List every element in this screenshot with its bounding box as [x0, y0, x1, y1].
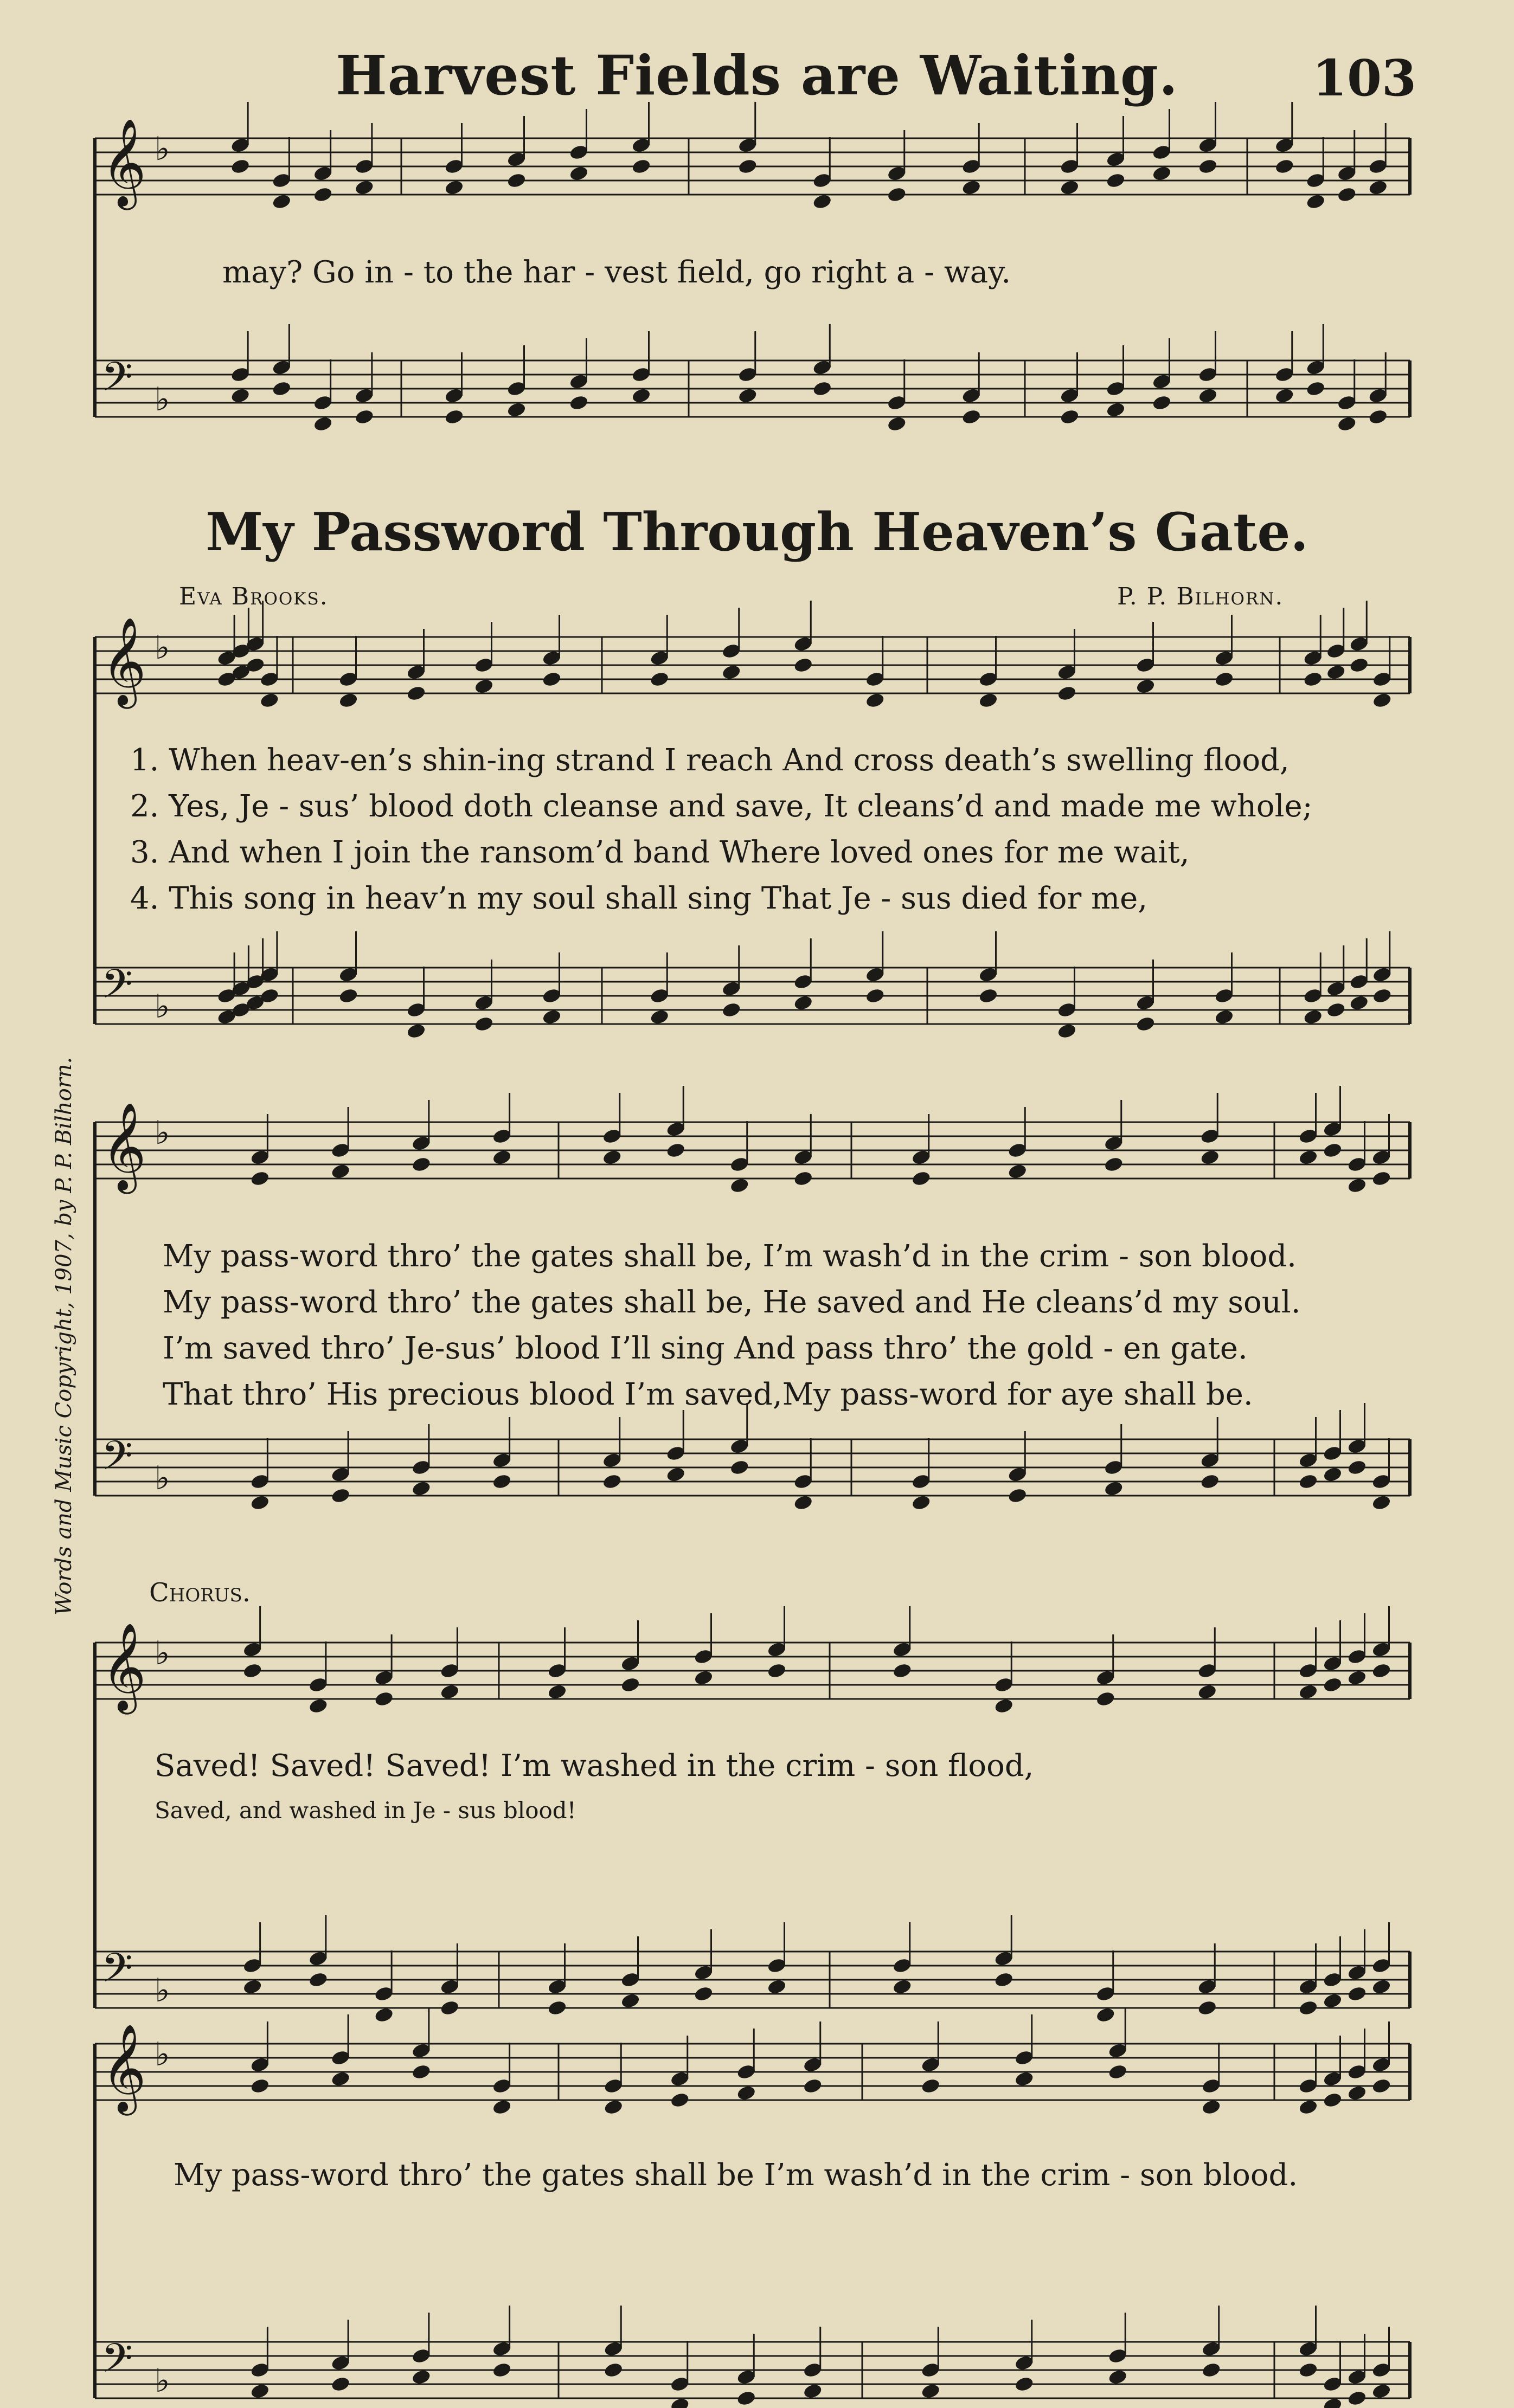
note-chord — [649, 952, 670, 1026]
note-chord — [1298, 2043, 1319, 2116]
verse-4-line-1: 4. This song in heav’n my soul shall sing That Je - sus died for me, — [130, 881, 1148, 916]
note-chord — [1199, 1093, 1220, 1166]
verse-3-line-2: I’m saved thro’ Je-sus’ blood I’ll sing And pass thro’ the gold - en gate. — [163, 1331, 1248, 1366]
note-chord — [620, 1936, 641, 2010]
note-chord — [1107, 2313, 1128, 2386]
note-chord — [308, 1641, 329, 1715]
note-chord — [374, 1950, 394, 2024]
note-chord — [1198, 331, 1218, 404]
bass-clef-icon: 𝄢 — [101, 2335, 133, 2392]
note-chord — [631, 331, 652, 404]
note-chord — [1274, 331, 1295, 404]
treble-clef-icon: 𝄞 — [101, 1622, 146, 1711]
note-chord — [1337, 359, 1357, 433]
hymn-title: My Password Through Heaven’s Gate. — [206, 501, 1308, 563]
note-chord — [338, 636, 359, 709]
note-chord — [1197, 1627, 1217, 1701]
note-chord — [737, 331, 758, 404]
note-chord — [721, 608, 742, 681]
note-chord — [1303, 952, 1323, 1026]
note-chord — [978, 636, 999, 709]
note-chord — [313, 359, 333, 433]
note-chord — [250, 2327, 271, 2400]
note-chord — [1298, 1627, 1319, 1701]
flat-key-signature-icon: ♭ — [155, 1634, 170, 1672]
bass-clef-icon: 𝄢 — [101, 961, 133, 1018]
verse-3-line-1: 3. And when I join the ransom’d band Where loved ones for me wait, — [130, 835, 1190, 870]
note-chord — [736, 2029, 756, 2102]
note-chord — [920, 2327, 941, 2400]
note-chord — [1201, 2043, 1222, 2116]
note-chord — [1136, 622, 1156, 695]
note-chord — [272, 137, 292, 210]
note-chord — [729, 1121, 750, 1194]
note-chord — [250, 1438, 271, 1511]
note-chord — [354, 123, 375, 196]
note-chord — [542, 952, 562, 1026]
flat-key-signature-icon: ♭ — [155, 1459, 170, 1497]
flat-key-signature-icon: ♭ — [155, 1972, 170, 2010]
note-chord — [547, 1627, 568, 1701]
flat-key-signature-icon: ♭ — [155, 988, 170, 1026]
note-chord — [242, 1922, 263, 1995]
note-chord — [1057, 967, 1077, 1040]
note-chord — [1349, 938, 1369, 1012]
verse-bass-staff-1 — [95, 961, 1410, 1026]
note-chord — [911, 1438, 932, 1511]
author-credit: Eva Brooks. — [179, 583, 329, 610]
harvest-bass-staff — [95, 353, 1410, 418]
note-chord — [259, 636, 280, 709]
note-chord — [665, 1410, 686, 1483]
note-chord — [961, 123, 981, 196]
note-chord — [1095, 1950, 1116, 2024]
verse-1-line-1: 1. When heav-en’s shin-ing strand I reach And cross death’s swelling flood, — [130, 743, 1290, 778]
note-chord — [793, 938, 813, 1012]
note-chord — [694, 1613, 714, 1686]
harvest-lyrics: may? Go in - to the har - vest field, go right a - way. — [222, 255, 1011, 290]
bass-clef-icon: 𝄢 — [101, 1432, 133, 1489]
note-chord — [330, 2014, 351, 2088]
chorus-label: Chorus. — [149, 1578, 251, 1608]
chorus-echo-line: Saved, and washed in Je - sus blood! — [155, 1797, 576, 1824]
note-chord — [330, 1107, 351, 1180]
note-chord — [1347, 2029, 1368, 2102]
verse-4-line-2: That thro’ His precious blood I’m saved,My pass-word for aye shall be. — [163, 1377, 1253, 1412]
note-chord — [411, 2313, 432, 2386]
running-title: Harvest Fields are Waiting. — [336, 43, 1178, 107]
note-chord — [1371, 1922, 1392, 1995]
note-chord — [803, 2327, 823, 2400]
treble-clef-icon: 𝄞 — [101, 617, 146, 705]
note-chord — [865, 636, 886, 709]
flat-key-signature-icon: ♭ — [155, 130, 170, 168]
chorus-line-2: My pass-word thro’ the gates shall be I’m wash’d in the crim - son blood. — [174, 2158, 1298, 2193]
flat-key-signature-icon: ♭ — [155, 2036, 170, 2074]
note-chord — [1104, 1424, 1124, 1497]
note-chord — [230, 331, 251, 404]
note-chord — [569, 109, 589, 182]
flat-key-signature-icon: ♭ — [155, 381, 170, 418]
verse-treble-staff-1 — [95, 617, 1410, 709]
note-chord — [812, 137, 832, 210]
note-chord — [602, 1093, 623, 1166]
note-chord — [1371, 2327, 1392, 2400]
note-chord — [444, 123, 465, 196]
note-chord — [767, 1922, 787, 1995]
note-chord — [1371, 1438, 1392, 1511]
note-chord — [1152, 109, 1172, 182]
note-chord — [440, 1627, 460, 1701]
note-chord — [1298, 1093, 1319, 1166]
treble-clef-icon: 𝄞 — [101, 2024, 146, 2112]
verse-treble-staff-2 — [95, 1102, 1410, 1194]
note-chord — [1014, 2014, 1035, 2088]
note-chord — [1326, 608, 1346, 681]
treble-clef-icon: 𝄞 — [101, 1102, 146, 1190]
copyright-notice: Words and Music Copyright, 1907, by P. P. Bilhorn. — [52, 1057, 76, 1615]
note-chord — [892, 1922, 913, 1995]
note-chord — [492, 1093, 512, 1166]
verse-2-line-1: 2. Yes, Je - sus’ blood doth cleanse and save, It cleans’d and made me whole; — [130, 789, 1313, 824]
note-chord — [993, 1641, 1014, 1715]
note-chord — [406, 967, 427, 1040]
note-chord — [411, 1424, 432, 1497]
note-chord — [1323, 1936, 1343, 2010]
note-chord — [1214, 952, 1235, 1026]
composer-credit: P. P. Bilhorn. — [1117, 583, 1284, 610]
treble-clef-icon: 𝄞 — [101, 118, 146, 207]
note-chord — [793, 1438, 813, 1511]
note-chord — [492, 2043, 512, 2116]
note-chord — [1347, 1613, 1368, 1686]
bass-clef-icon: 𝄢 — [101, 353, 133, 410]
note-chord — [1368, 123, 1388, 196]
flat-key-signature-icon: ♭ — [155, 2362, 170, 2400]
note-chord — [1007, 1107, 1028, 1180]
verse-2-line-2: My pass-word thro’ the gates shall be, He saved and He cleans’d my soul. — [163, 1285, 1301, 1320]
note-chord — [1060, 123, 1080, 196]
bass-clef-icon: 𝄢 — [101, 1945, 133, 2001]
chorus-line-1: Saved! Saved! Saved! I’m washed in the crim - son flood, — [155, 1748, 1034, 1784]
note-chord — [474, 622, 495, 695]
note-chord — [506, 345, 527, 418]
verse-1-line-2: My pass-word thro’ the gates shall be, I’m wash’d in the crim - son blood. — [163, 1239, 1297, 1274]
note-chord — [1305, 137, 1326, 210]
note-chord — [1372, 636, 1393, 709]
flat-key-signature-icon: ♭ — [155, 629, 170, 667]
page-number: 103 — [1312, 49, 1416, 107]
chorus-bass-staff-1 — [95, 1945, 1410, 2010]
flat-key-signature-icon: ♭ — [155, 1114, 170, 1152]
note-chord — [1347, 1121, 1368, 1194]
note-chord — [1323, 1410, 1343, 1483]
note-chord — [887, 359, 907, 433]
note-chord — [1106, 345, 1126, 418]
note-chord — [603, 2043, 624, 2116]
